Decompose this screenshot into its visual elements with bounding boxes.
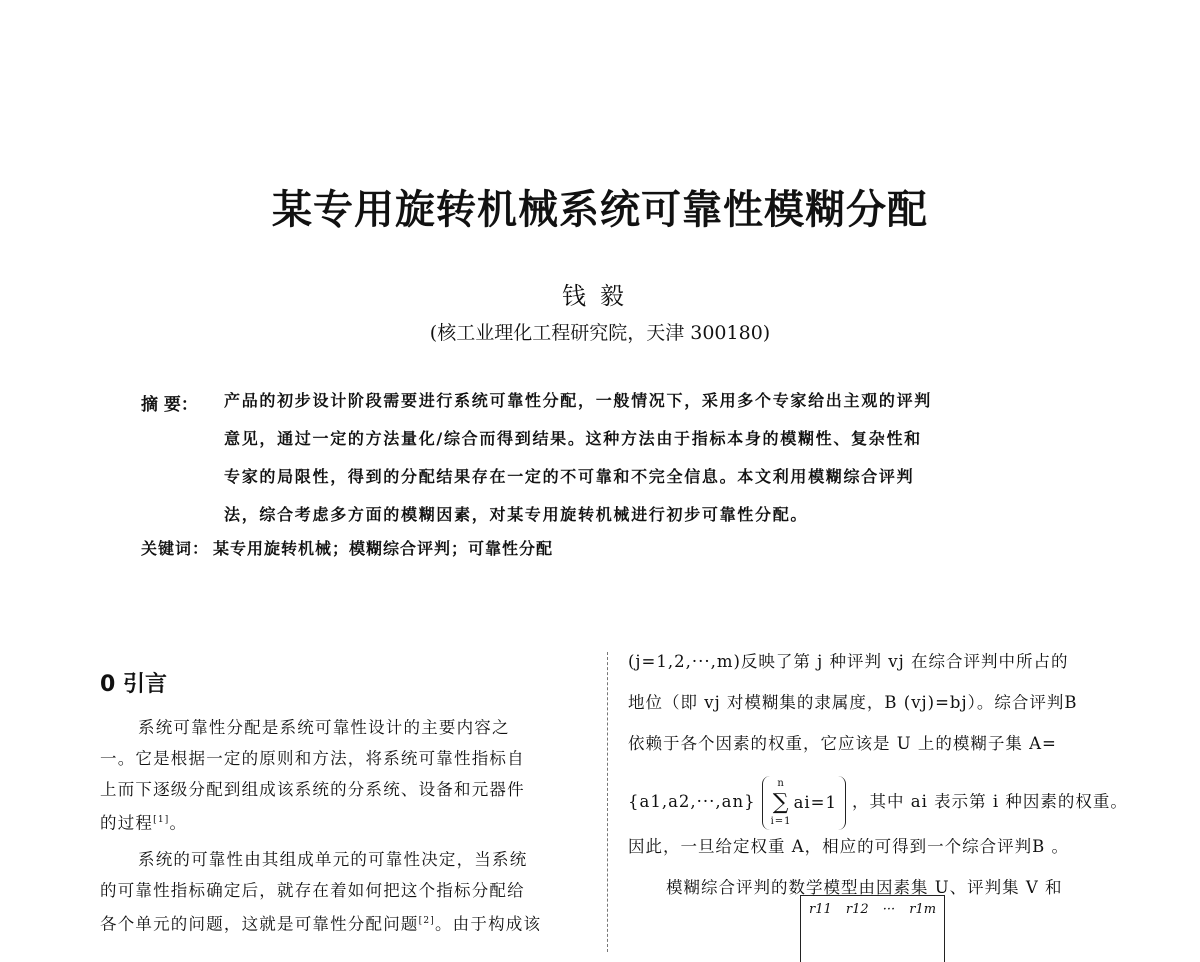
body-line: 模糊综合评判的数学模型由因素集 U、评判集 V 和 <box>666 878 1063 897</box>
column-divider <box>607 652 608 952</box>
body-line: 上而下逐级分配到组成该系统的分系统、设备和元器件 <box>100 780 525 799</box>
body-line: 因此，一旦给定权重 A，相应的可得到一个综合评判B 。 <box>628 837 1070 856</box>
keywords-label: 关键词： <box>141 539 210 558</box>
section-heading: 0 引言 <box>100 672 167 697</box>
keywords <box>141 536 553 559</box>
body-line: 地位（即 vj 对模糊集的隶属度，B (vj)=bj）。综合评判B <box>628 693 1078 712</box>
left-column <box>100 712 580 937</box>
relation-matrix: r11 r12 ··· r1m <box>800 895 945 962</box>
body-line: (j=1,2,···,m)反映了第 j 种评判 vj 在综合评判中所占的 <box>628 652 1069 671</box>
body-line: 系统的可靠性由其组成单元的可靠性决定，当系统 <box>138 850 528 869</box>
abstract-line: 产品的初步设计阶段需要进行系统可靠性分配，一般情况下，采用多个专家给出主观的评判 <box>224 391 933 410</box>
body-line: 依赖于各个因素的权重，它应该是 U 上的模糊子集 A= <box>628 734 1057 753</box>
body-line-ref: 的过程[1]。 <box>100 813 188 833</box>
summation: n ∑ i=1 ai=1 <box>762 776 846 830</box>
abstract-body <box>224 388 1064 540</box>
formula-line: {a1,a2,···,an} n ∑ i=1 ai=1 ，其中 ai 表示第 i 种因素的权重。 <box>628 771 1108 833</box>
paper-title: 某专用旋转机械系统可靠性模糊分配 <box>272 187 928 233</box>
author-affiliation: (核工业理化工程研究院，天津 300180) <box>429 322 771 344</box>
body-line: 一。它是根据一定的原则和方法，将系统可靠性指标自 <box>100 749 525 768</box>
abstract-line: 专家的局限性，得到的分配结果存在一定的不可靠和不完全信息。本文利用模糊综合评判 <box>224 467 915 486</box>
body-line-ref: 各个单元的问题，这就是可靠性分配问题[2]。由于构成该 <box>100 914 542 934</box>
author-name: 钱毅 <box>562 282 638 310</box>
right-column <box>628 648 1128 915</box>
keywords-text: 某专用旋转机械；模糊综合评判；可靠性分配 <box>213 539 554 558</box>
abstract-line: 法，综合考虑多方面的模糊因素，对某专用旋转机械进行初步可靠性分配。 <box>224 505 809 524</box>
body-line: 系统可靠性分配是系统可靠性设计的主要内容之 <box>138 718 510 737</box>
abstract-line: 意见，通过一定的方法量化/综合而得到结果。这种方法由于指标本身的模糊性、复杂性和 <box>224 429 922 448</box>
abstract-label: 摘 要： <box>141 395 198 415</box>
citation-ref: [2] <box>418 916 435 926</box>
body-line: 的可靠性指标确定后，就存在着如何把这个指标分配给 <box>100 881 525 900</box>
citation-ref: [1] <box>153 815 170 825</box>
